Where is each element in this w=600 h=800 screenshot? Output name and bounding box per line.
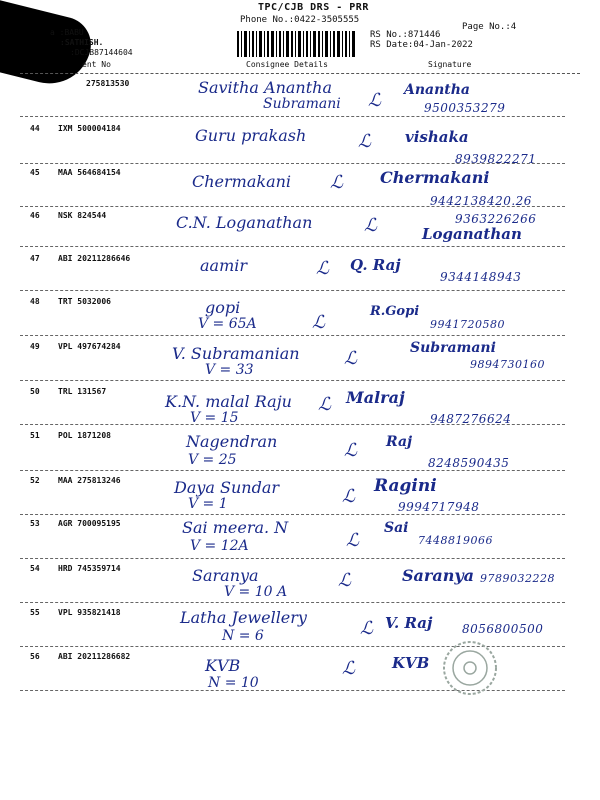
- consignee-name: Chermakani: [192, 172, 292, 191]
- consignment-number: MAA 564684154: [58, 168, 121, 177]
- consignment-number: NSK 824544: [58, 211, 107, 220]
- receiver-phone: 9487276624: [430, 412, 512, 426]
- receiver-phone: 7448819066: [418, 534, 493, 547]
- receiver-phone: 9363226266: [455, 212, 537, 226]
- header-field-3: :DCJB87144604: [70, 48, 133, 57]
- signature: Chermakani: [380, 168, 490, 187]
- row-divider: [20, 246, 565, 247]
- header-field-1: a :BABU: [50, 28, 84, 37]
- courier-name: :SATHISH.: [60, 38, 104, 47]
- consignee-name: Savitha Anantha: [198, 78, 332, 97]
- consignment-number: TRL 131567: [58, 387, 107, 396]
- signature: V. Raj: [385, 614, 433, 632]
- header-divider: [20, 73, 580, 74]
- row-divider: [20, 116, 565, 117]
- signature: Anantha: [404, 82, 471, 98]
- serial-number: 47: [30, 254, 40, 263]
- receiver-phone: 8248590435: [428, 456, 510, 470]
- signature: Loganathan: [422, 225, 522, 243]
- row-divider: [20, 470, 565, 471]
- consignment-number: IXM 500004184: [58, 124, 121, 133]
- consignee-name-line2: V = 33: [205, 362, 254, 378]
- delivery-run-sheet: TPC/CJB DRS - PRR Phone No.:0422-3505555 Page No.:4 RS No.:871446 RS Date:04-Jan-2022 a :BABU :SATHISH. :DCJB87144604 ent No Consignee Details Signature 275813530 Savitha Anantha Subramani ℒ Anantha 9500353279 44 IXM 500004184 Guru prakash ℒ vishaka 8939822271 45 MAA 564684154 Chermakani ℒ Chermakani 9442138420.26 46 NSK 824544 C.N. Loganathan ℒ 9363226266 Loganathan 47 ABI 20211286646 aamir ℒ Q. Raj 9344148943 48 TRT 5032006 gopi V = 65A ℒ R.Gopi 9941720580 49 VPL 497674284 V. Subramanian V = 33 ℒ Subramani 9894730160 50 TRL 131567 K.N. malal Raju V = 15 ℒ Malraj 9487276624 51 POL 1871208 Nagendran V = 25 ℒ Raj 8248590435 52 MAA 275813246 Daya Sundar V = 1 ℒ Ragini 9994717948 53 AGR 700095195 Sai meera. N V = 12A ℒ Sai 7448819066 54 HRD 745359714 Saranya V = 10 A ℒ Saranya 9789032228 55 VPL 935821418 Latha Jewellery N = 6 ℒ V. Raj 8056800500 56 ABI 20211286682 KVB N = 10 ℒ KVB: [0, 0, 600, 800]
- serial-number: 51: [30, 431, 40, 440]
- consignee-name-line2: V = 15: [190, 410, 239, 426]
- receiver-phone: 9894730160: [470, 358, 545, 371]
- sheet-title: TPC/CJB DRS - PRR: [258, 2, 369, 13]
- column-header-signature: Signature: [428, 60, 472, 69]
- signature: Q. Raj: [350, 256, 401, 274]
- row-divider: [20, 514, 565, 515]
- consignee-name: Daya Sundar: [174, 478, 280, 497]
- rs-date: RS Date:04-Jan-2022: [370, 40, 473, 50]
- consignee-name-line2: V = 25: [188, 452, 237, 468]
- receiver-phone: 8939822271: [455, 152, 537, 166]
- consignee-name: K.N. malal Raju: [165, 392, 292, 411]
- consignment-number: HRD 745359714: [58, 564, 121, 573]
- serial-number: 46: [30, 211, 40, 220]
- consignment-number: VPL 497674284: [58, 342, 121, 351]
- consignment-number: POL 1871208: [58, 431, 111, 440]
- serial-number: 53: [30, 519, 40, 528]
- serial-number: 49: [30, 342, 40, 351]
- receiver-phone: 8056800500: [462, 622, 544, 636]
- serial-number: 50: [30, 387, 40, 396]
- consignee-name: Guru prakash: [195, 126, 307, 145]
- consignee-name-line2: V = 12A: [190, 538, 249, 554]
- signature: Subramani: [410, 340, 496, 356]
- consignment-number: 275813530: [86, 79, 130, 88]
- receiver-phone: 9994717948: [398, 500, 480, 514]
- row-divider: [20, 206, 565, 207]
- consignee-name-line2: V = 1: [188, 496, 228, 512]
- serial-number: 48: [30, 297, 40, 306]
- consignee-name-line2: N = 10: [208, 675, 259, 691]
- row-divider: [20, 558, 565, 559]
- signature: R.Gopi: [370, 304, 420, 319]
- receiver-phone: 9941720580: [430, 318, 505, 331]
- serial-number: 44: [30, 124, 40, 133]
- receiver-phone: 9500353279: [424, 101, 506, 115]
- consignee-name: Saranya: [192, 566, 259, 585]
- signature: vishaka: [405, 128, 469, 146]
- rs-number: RS No.:871446: [370, 30, 441, 40]
- consignee-name: aamir: [200, 256, 248, 275]
- receiver-phone: 9344148943: [440, 270, 522, 284]
- consignee-name-line2: N = 6: [222, 628, 264, 644]
- consignment-number: AGR 700095195: [58, 519, 121, 528]
- row-divider: [20, 380, 565, 381]
- column-header-consignment: ent No: [82, 60, 111, 69]
- serial-number: 52: [30, 476, 40, 485]
- column-header-row: [0, 60, 600, 72]
- consignment-number: ABI 20211286682: [58, 652, 131, 661]
- row-divider: [20, 424, 565, 425]
- phone-number: Phone No.:0422-3505555: [240, 15, 360, 25]
- serial-number: 56: [30, 652, 40, 661]
- consignee-name: V. Subramanian: [172, 344, 300, 363]
- column-header-consignee: Consignee Details: [246, 60, 328, 69]
- receiver-phone: 9442138420.26: [430, 194, 532, 208]
- consignee-name: Nagendran: [186, 432, 278, 451]
- page-number: Page No.:4: [462, 22, 517, 32]
- serial-number: 55: [30, 608, 40, 617]
- row-divider: [20, 335, 565, 336]
- consignee-name-line2: V = 10 A: [224, 584, 288, 600]
- barcode: [237, 31, 355, 57]
- consignment-number: MAA 275813246: [58, 476, 121, 485]
- signature: Malraj: [346, 388, 405, 407]
- consignment-number: TRT 5032006: [58, 297, 111, 306]
- consignment-number: ABI 20211286646: [58, 254, 131, 263]
- consignee-name: C.N. Loganathan: [176, 213, 313, 232]
- consignment-number: VPL 935821418: [58, 608, 121, 617]
- row-divider: [20, 290, 565, 291]
- signature: KVB: [392, 654, 430, 672]
- row-divider: [20, 602, 565, 603]
- consignee-name: KVB: [205, 656, 241, 675]
- consignee-name: Latha Jewellery: [180, 608, 307, 627]
- signature: Sai: [384, 520, 409, 536]
- signature: Raj: [386, 434, 413, 450]
- signature: Saranya: [402, 566, 475, 585]
- serial-number: 45: [30, 168, 40, 177]
- consignee-name-line2: Subramani: [263, 96, 341, 112]
- row-divider: [20, 163, 565, 164]
- consignee-name-line2: V = 65A: [198, 316, 257, 332]
- signature: Ragini: [374, 476, 437, 496]
- consignee-name: gopi: [205, 298, 241, 317]
- receiver-phone: 9789032228: [480, 572, 555, 585]
- serial-number: 54: [30, 564, 40, 573]
- consignee-name: Sai meera. N: [182, 518, 289, 537]
- rubber-stamp-seal: [442, 640, 498, 696]
